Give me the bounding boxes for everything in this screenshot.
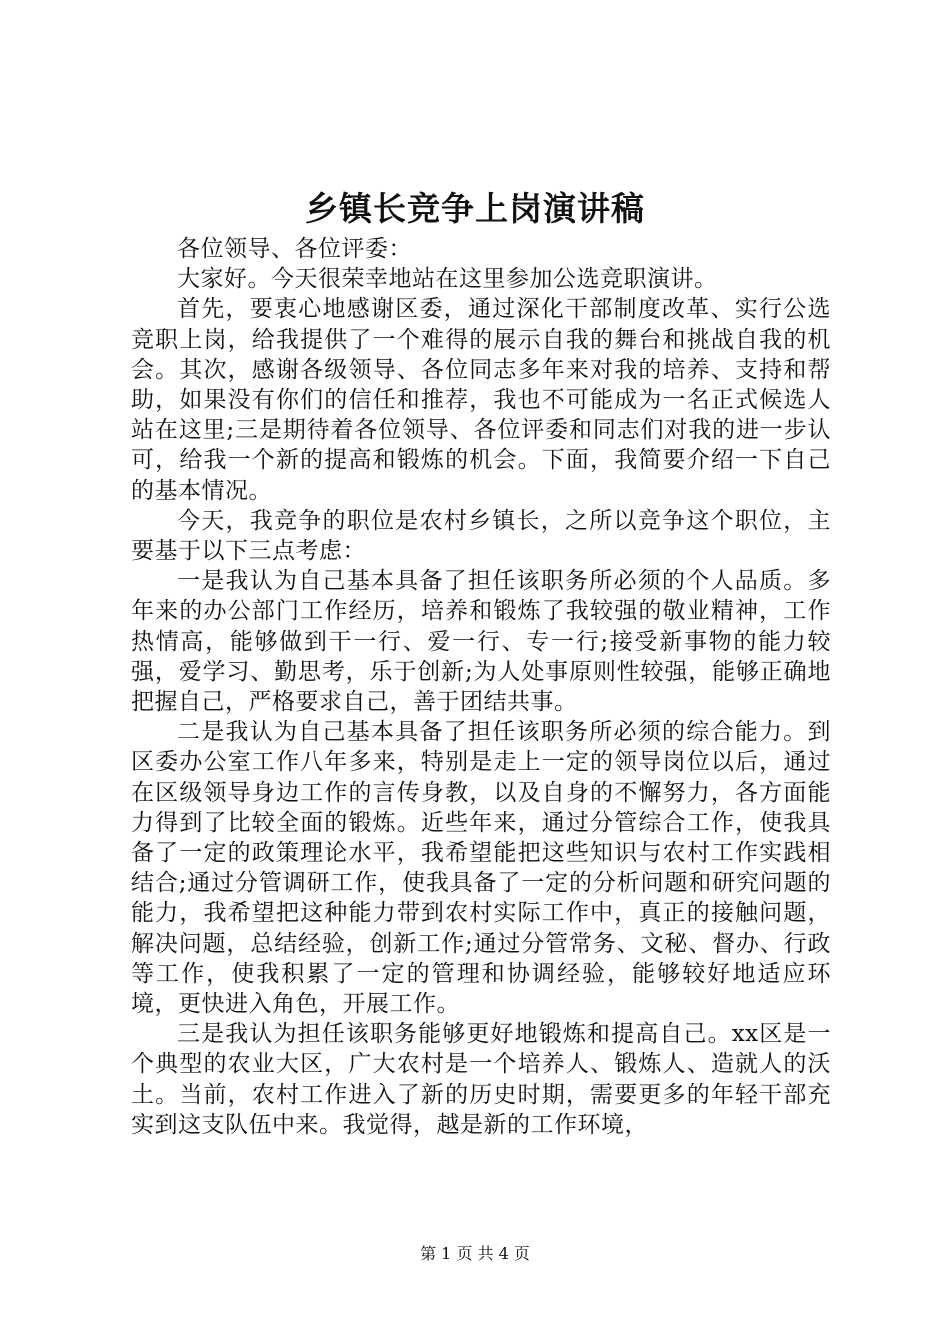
document-body [131,234,831,1140]
thanks-paragraph: 首先，要衷心地感谢区委，通过深化干部制度改革、实行公选竞职上岗，给我提供了一个难得的展示自我的舞台和挑战自我的机会。其次，感谢各级领导、各位同志多年来对我的培养、支持和帮助，如果没有你们的信任和推荐，我也不可能成为一名正式候选人站在这里;三是期待着各位领导、各位评委和同志们对我的进一步认可，给我一个新的提高和锻炼的机会。下面，我简要介绍一下自己的基本情况。 [131,296,831,504]
reason-three-paragraph: 三是我认为担任该职务能够更好地锻炼和提高自己。xx区是一个典型的农业大区，广大农村是一个培养人、锻炼人、造就人的沃土。当前，农村工作进入了新的历史时期，需要更多的年轻干部充实到这支队伍中来。我觉得，越是新的工作环境， [131,1021,831,1138]
document-title: 乡镇长竞争上岗演讲稿 [305,189,645,228]
reason-two-paragraph: 二是我认为自己基本具备了担任该职务所必须的综合能力。到区委办公室工作八年多来，特别是走上一定的领导岗位以后，通过在区级领导身边工作的言传身教，以及自身的不懈努力，各方面能力得到了比较全面的锻炼。近些年来，通过分管综合工作，使我具备了一定的政策理论水平，我希望能把这些知识与农村工作实践相结合;通过分管调研工作，使我具备了一定的分析问题和研究问题的能力，我希望把这种能力带到农村实际工作中，真正的接触问题，解决问题，总结经验，创新工作;通过分管常务、文秘、督办、行政等工作，使我积累了一定的管理和协调经验，能够较好地适应环境，更快进入角色，开展工作。 [131,719,831,1018]
opening-paragraph: 大家好。今天很荣幸地站在这里参加公选竞职演讲。 [177,266,718,293]
position-paragraph: 今天，我竞争的职位是农村乡镇长，之所以竞争这个职位，主要基于以下三点考虑： [131,507,831,565]
greeting-paragraph: 各位领导、各位评委： [177,236,412,262]
reason-one-paragraph: 一是我认为自己基本具备了担任该职务所必须的个人品质。多年来的办公部门工作经历，培养和锻炼了我较强的敬业精神，工作热情高，能够做到干一行、爱一行、专一行;接受新事物的能力较强，爱学习、勤思考，乐于创新;为人处事原则性较强，能够正确地把握自己，严格要求自己，善于团结共事。 [131,568,831,716]
page-footer: 第 1 页 共 4 页 [420,1244,530,1263]
